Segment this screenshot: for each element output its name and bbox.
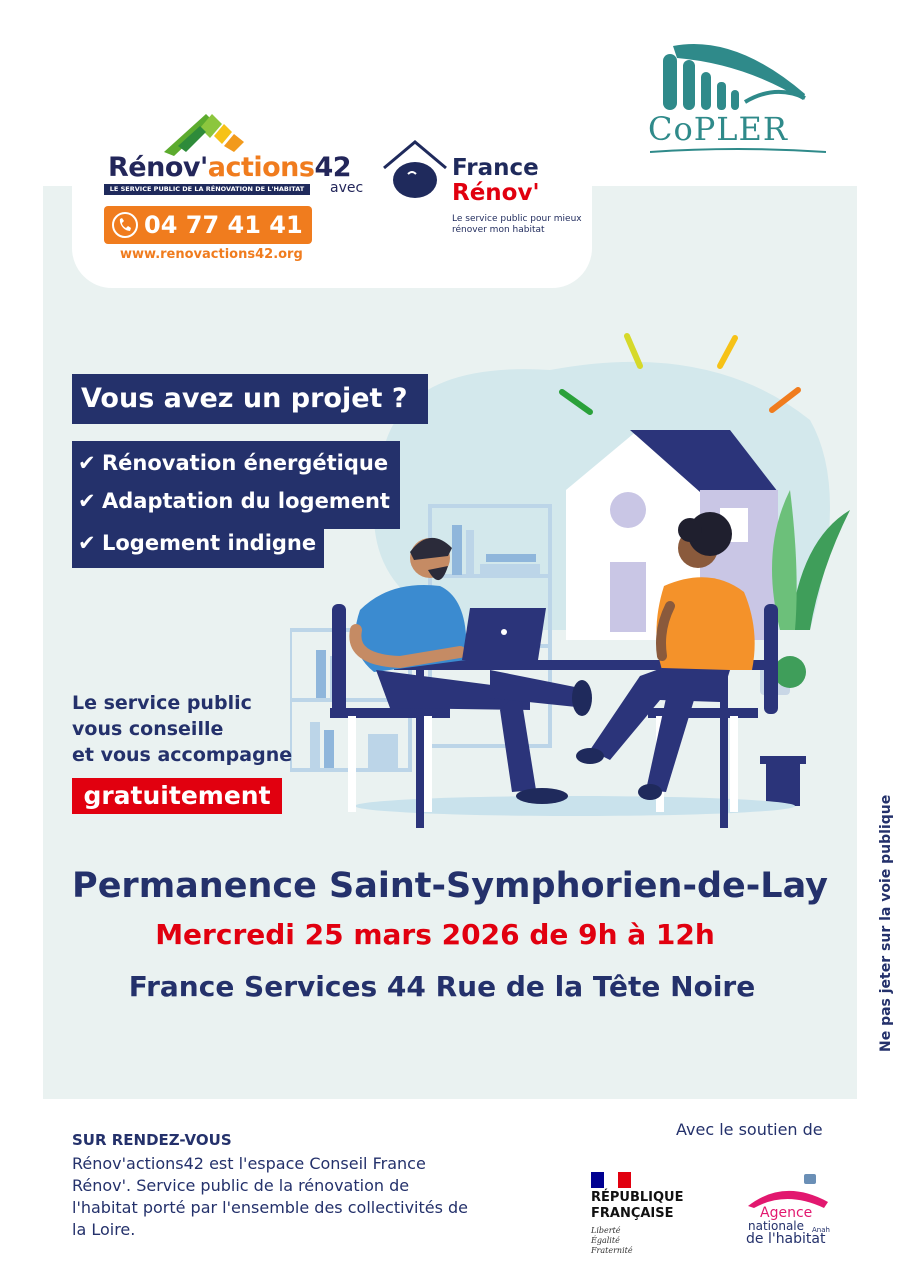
chair-left <box>332 604 346 714</box>
renovactions-logo-text <box>108 152 351 183</box>
project-item <box>78 451 388 475</box>
renov-prefix: Rénov' <box>108 152 208 183</box>
chair-right <box>764 604 778 714</box>
anah-line: nationale <box>748 1219 805 1233</box>
france-renov-title-red: Rénov' <box>452 180 540 206</box>
service-description <box>72 690 292 768</box>
anah-logo-icon <box>744 1174 834 1208</box>
renovactions-roof-logo <box>160 106 252 156</box>
copler-underline <box>650 148 826 156</box>
renovactions-tagline: LE SERVICE PUBLIC DE LA RÉNOVATION DE L'HABITAT <box>104 184 310 195</box>
project-label: Rénovation énergétique <box>102 451 389 475</box>
rf-line: RÉPUBLIQUE <box>591 1190 684 1205</box>
marianne-flag-icon <box>591 1172 631 1188</box>
project-label: Adaptation du logement <box>102 489 390 513</box>
free-badge: gratuitement <box>72 778 282 814</box>
renov-suffix: 42 <box>314 152 352 183</box>
avec-label: avec <box>330 180 364 196</box>
anah-line: Agence <box>760 1205 813 1221</box>
rf-motto <box>591 1226 633 1256</box>
spark-yellow <box>627 336 640 366</box>
phone-badge[interactable] <box>104 206 345 244</box>
appointment-title: SUR RENDEZ-VOUS <box>72 1131 232 1149</box>
phone-number: 04 77 41 41 25 <box>144 211 345 239</box>
rf-line: FRANÇAISE <box>591 1206 674 1221</box>
project-item <box>78 531 316 555</box>
project-label: Logement indigne <box>102 531 317 555</box>
project-list-last <box>72 528 324 568</box>
france-renov-subtitle: Le service public pour mieux rénover mon habitat <box>452 214 582 235</box>
france-renov-house-icon <box>382 138 448 204</box>
side-notice: Ne pas jeter sur la voie publique <box>878 794 894 1052</box>
rf-motto-line: Liberté <box>591 1226 621 1235</box>
stool <box>766 760 800 806</box>
france-renov-title: France <box>452 155 539 181</box>
check-icon: ✔ <box>78 531 96 555</box>
rf-motto-line: Égalité <box>591 1236 620 1245</box>
spark-gold <box>720 338 735 366</box>
service-line: et vous accompagne <box>72 744 293 766</box>
project-item <box>78 489 390 513</box>
permanence-location: France Services 44 Rue de la Tête Noire <box>128 970 756 1003</box>
project-list <box>72 441 400 529</box>
check-icon: ✔ <box>78 451 96 475</box>
appointment-text: Rénov'actions42 est l'espace Conseil France Rénov'. Service public de la rénovation de l'habitat porté par l'ensemble des collectivités de la Loire. <box>72 1154 469 1239</box>
phone-icon <box>112 212 138 238</box>
service-line: Le service public <box>72 692 252 714</box>
website-link[interactable]: www.renovactions42.org <box>120 247 303 262</box>
republique-francaise-logo <box>591 1190 684 1222</box>
permanence-date: Mercredi 25 mars 2026 de 9h à 12h <box>155 918 715 951</box>
anah-line: de l'habitat <box>746 1231 826 1247</box>
anah-abbr: Anah <box>812 1226 830 1234</box>
support-label: Avec le soutien de <box>676 1120 823 1139</box>
permanence-title: Permanence Saint-Symphorien-de-Lay <box>72 866 828 906</box>
service-line: vous conseille <box>72 718 224 740</box>
check-icon: ✔ <box>78 489 96 513</box>
project-question: Vous avez un projet ? <box>72 374 428 424</box>
rf-motto-line: Fraternité <box>591 1246 633 1255</box>
copler-logo-icon <box>655 24 815 114</box>
copler-logo-text: CoPLER <box>648 110 788 148</box>
renov-highlight: actions <box>207 152 315 183</box>
